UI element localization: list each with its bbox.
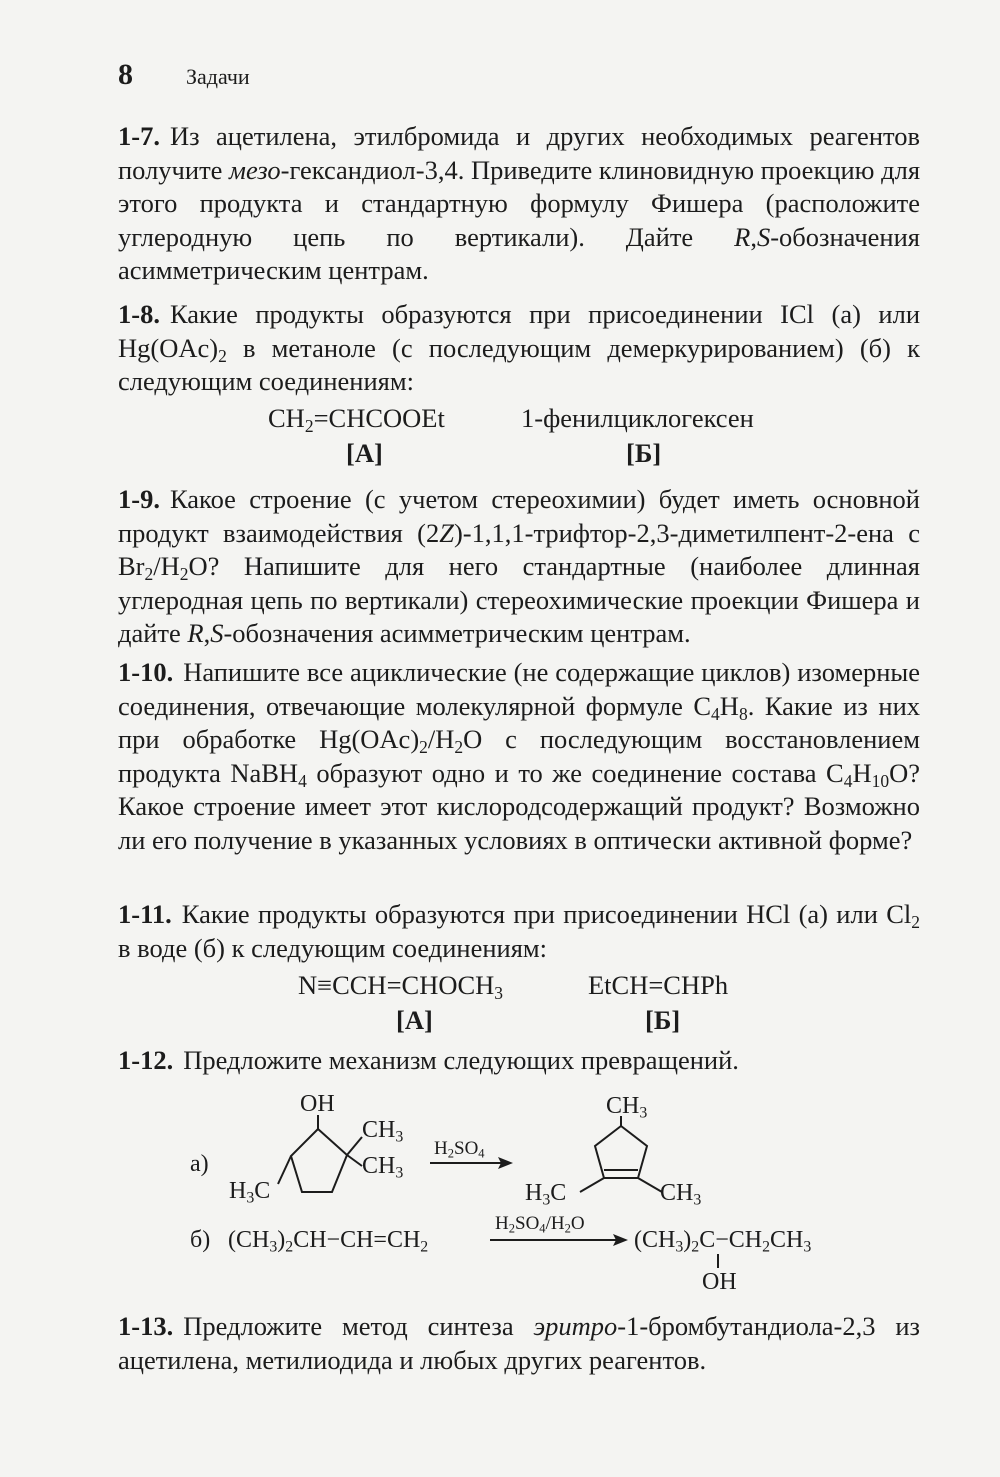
bond-product-ch3-right [638,1178,662,1192]
compound-b-label: [Б] [626,438,662,468]
reactant-ring [291,1129,347,1192]
problem-1-8: 1-8. Какие продукты образуются при присоединении ICl (а) или $Hg(OAc)_2$ в метаноле (с последующим демеркурированием) (б) к следующим соединениям: [118,299,920,397]
compound-a-formula: $CH_2=CHCOOEt$ [268,403,445,436]
section-title: Задачи [186,64,250,89]
problem-number: 1-10. [118,657,174,687]
compound-b-formula: EtCH=CHPh [588,970,729,1000]
problem-number: 1-13. [118,1311,174,1341]
reaction-b-label: б) [190,1227,211,1253]
page-number: 8 [118,58,133,91]
bond-ch3-upper [347,1137,362,1155]
product-b-formula: $(CH_3)_2C-CH_2CH_3$ [634,1227,812,1256]
product-ch3-top: $CH_3$ [606,1093,648,1122]
problem-1-9: 1-9. Какое строение (с учетом стереохимии) будет иметь основной продукт взаимодействия (2Z)-1,1,1-трифтор-2,3-диметилпент-2-ена с $Br_2/H_2O$? Напишите для него стандартные (наиболее длинная углеродная цепь по вертикали) стереохимические проекции Фишера и дайте R,S-обозначения асимметрическим центрам. [118,484,920,649]
reactant-ch3-upper: $CH_3$ [362,1117,404,1146]
bond-product-h3c [580,1178,604,1192]
problem-number: 1-11. [118,899,172,929]
compound-b-label: [Б] [645,1005,681,1035]
bond-h3c [278,1156,291,1184]
compound-b-name: 1-фенилциклогексен [521,403,754,433]
problem-number: 1-12. [118,1045,174,1075]
reagent-b: $H_2SO_4/H_2O$ [495,1213,585,1236]
reactant-b-formula: $(CH_3)_2CH-CH=CH_2$ [228,1227,429,1256]
problem-number: 1-7. [118,121,160,151]
reactant-h3c: $H_3C$ [229,1178,271,1207]
reactant-oh: OH [300,1091,335,1117]
problem-1-11: 1-11. Какие продукты образуются при присоединении HCl (а) или $Cl_2$ в воде (б) к следующим соединениям: [118,899,920,963]
product-b-oh: OH [702,1269,737,1295]
reagent-a: $H_2SO_4$ [434,1138,485,1161]
problem-number: 1-8. [118,299,160,329]
reactant-ch3-lower: $CH_3$ [362,1153,404,1182]
product-ch3-right: $CH_3$ [660,1180,702,1209]
problem-1-10: 1-10. Напишите все ациклические (не содержащие циклов) изомерные соединения, отвечающие молекулярной формуле $C_4H_8$. Какие из них при обработке $Hg(OAc)_2/H_2O$ с последующим восстановлением продукта NaBH$_4$ образуют одно и то же соединение состава $C_4H_{10}O$? Какое строение имеет этот кислородсодержащий продукт? Возможно ли его получение в указанных условиях в оптически активной форме? [118,657,921,855]
problem-1-13: 1-13. Предложите метод синтеза эритро-1-бромбутандиола-2,3 из ацетилена, метилиодида и любых других реагентов. [118,1311,921,1375]
reaction-a-label: а) [190,1151,209,1177]
product-h3c: $H_3C$ [525,1180,567,1209]
compound-a-label: [А] [346,438,383,468]
problem-number: 1-9. [118,484,160,514]
compound-a-formula: $N\equiv CCH=CHOCH_3$ [298,970,504,1003]
problem-1-7: 1-7. Из ацетилена, этилбромида и других необходимых реагентов получите мезо-гександиол-3,4. Приведите клиновидную проекцию для этого продукта и стандартную формулу Фишера (расположите углеродную цепь по вертикали). Дайте R,S-обозначения асимметрическим центрам. [118,121,921,286]
compound-a-label: [А] [396,1005,433,1035]
problem-1-12: 1-12. Предложите механизм следующих превращений. [118,1045,739,1075]
bond-ch3-lower [347,1155,362,1166]
